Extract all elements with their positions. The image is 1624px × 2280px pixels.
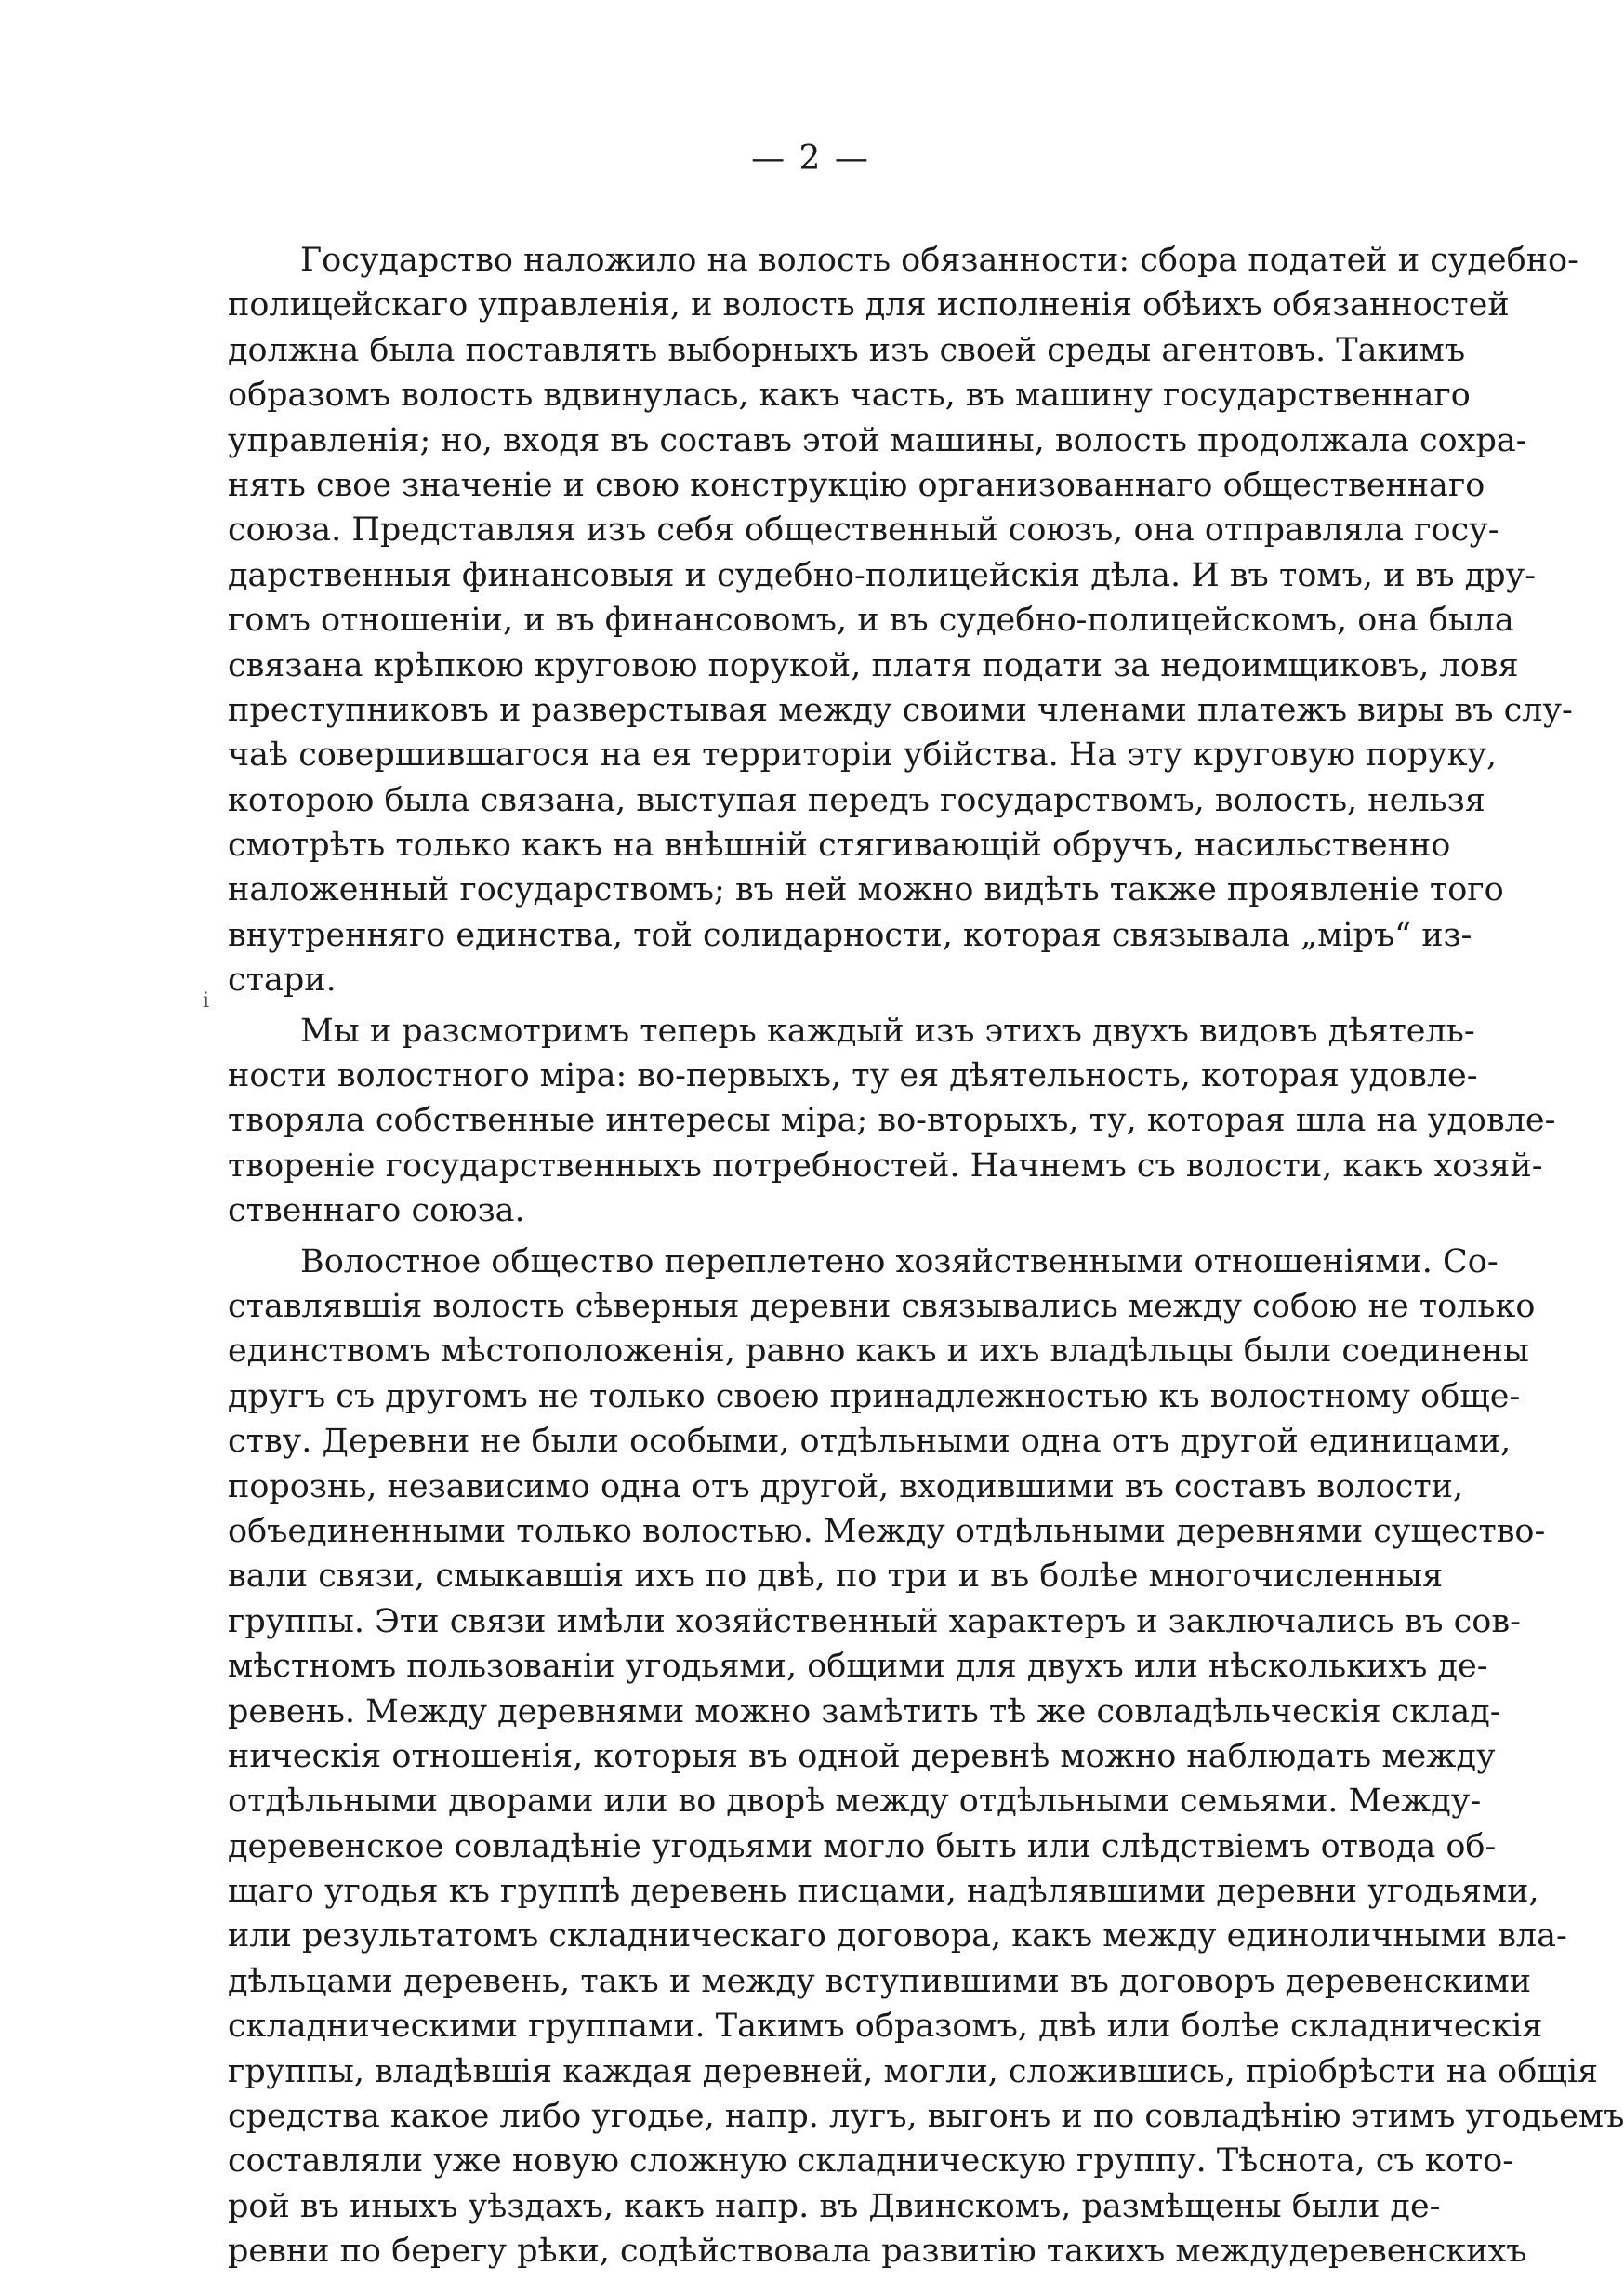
text-line: ственнаго союза. [228,1192,525,1230]
text-line: щаго угодья къ группѣ деревень писцами, надѣлявшими деревни угодьями, [228,1873,1539,1911]
text-line: отдѣльными дворами или во дворѣ между отдѣльными семьями. Между- [228,1783,1482,1821]
text-line: образомъ волость вдвинулась, какъ часть, въ машину государственнаго [228,377,1471,415]
text-line: складническими группами. Такимъ образомъ, двѣ или болѣе складническія [228,2008,1543,2046]
text-line: рой въ иныхъ уѣздахъ, какъ напр. въ Двинскомъ, размѣщены были де- [228,2187,1441,2225]
text-line: вали связи, смыкавшія ихъ по двѣ, по три и въ болѣе многочисленныя [228,1558,1444,1596]
text-line: дарственныя финансовыя и судебно-полицейскія дѣла. И въ томъ, и въ дру- [228,556,1537,594]
text-line: нять свое значеніе и свою конструкцію организованнаго общественнаго [228,466,1485,504]
paragraph [228,1239,1624,2274]
text-line: средства какое либо угодье, напр. лугъ, выгонъ и по совладѣнію этимъ угодьемъ [228,2098,1624,2136]
text-line: должна была поставлять выборныхъ изъ своей среды агентовъ. Такимъ [228,331,1466,369]
text-line: ству. Деревни не были особыми, отдѣльными одна отъ другой единицами, [228,1423,1512,1461]
text-line: наложенный государствомъ; въ ней можно видѣть также проявленіе того [228,871,1504,909]
text-line: ническія отношенія, которыя въ одной деревнѣ можно наблюдать между [228,1737,1496,1775]
text-line: творяла собственные интересы міра; во-вторыхъ, ту, которая шла на удовле- [228,1102,1556,1140]
text-line: дѣльцами деревень, такъ и между вступившими въ договоръ деревенскими [228,1962,1532,2000]
text-line: составляли уже новую сложную складническую группу. Тѣснота, съ кото- [228,2142,1514,2181]
text-line: союза. Представляя изъ себя общественный союзъ, она отправляла госу- [228,511,1499,550]
text-line: внутренняго единства, той солидарности, которая связывала „міръ“ из- [228,916,1472,954]
text-line: Государство наложило на волость обязанности: сбора податей и судебно- [300,242,1578,279]
text-line: твореніе государственныхъ потребностей. Начнемъ съ волости, какъ хозяй- [228,1147,1543,1185]
text-line: другъ съ другомъ не только своею принадлежностью къ волостному обще- [228,1377,1521,1415]
text-line: смотрѣть только какъ на внѣшній стягивающій обручъ, насильственно [228,827,1451,865]
text-line: ревни по берегу рѣки, содѣйствовала развитію такихъ междудеревенскихъ [228,2233,1527,2271]
body-text [228,238,1624,2280]
text-line: чаѣ совершившагося на ея территоріи убійства. На эту круговую поруку, [228,736,1498,775]
text-line: объединенными только волостью. Между отдѣльными деревнями существо- [228,1512,1546,1550]
text-line: Мы и разсмотримъ теперь каждый изъ этихъ двухъ видовъ дѣятель- [300,1012,1475,1050]
paragraph [228,238,1578,1003]
text-line: деревенское совладѣніе угодьями могло быть или слѣдствіемъ отвода об- [228,1827,1497,1865]
paragraph [228,1009,1556,1234]
margin-mark: і [203,989,210,1013]
text-line: или результатомъ складническаго договора, какъ между единоличными вла- [228,1917,1567,1955]
text-line: Волостное общество переплетено хозяйственными отношеніями. Со- [300,1242,1499,1280]
text-line: группы, владѣвшія каждая деревней, могли, сложившись, пріобрѣсти на общія [228,2052,1599,2090]
text-line: группы. Эти связи имѣли хозяйственный характеръ и заключались въ сов- [228,1602,1521,1640]
page-number: — 2 — [751,139,870,178]
text-line: ставлявшія волость сѣверныя деревни связывались между собою не только [228,1287,1536,1325]
text-line: управленія; но, входя въ составъ этой машины, волость продолжала сохра- [228,421,1527,459]
text-line: гомъ отношеніи, и въ финансовомъ, и въ судебно-полицейскомъ, она была [228,602,1514,640]
text-line: связана крѣпкою круговою порукой, платя подати за недоимщиковъ, ловя [228,646,1519,684]
text-line: стари. [228,961,337,1000]
text-line: единствомъ мѣстоположенія, равно какъ и ихъ владѣльцы были соединены [228,1332,1529,1371]
text-line: ности волостного міра: во-первыхъ, ту ея дѣятельность, которая удовле- [228,1057,1478,1095]
text-line: ревень. Между деревнями можно замѣтить тѣ же совладѣльческія склад- [228,1692,1501,1730]
text-line: которою была связана, выступая передъ государствомъ, волость, нельзя [228,781,1485,819]
text-line: полицейскаго управленія, и волость для исполненія обѣихъ обязанностей [228,286,1510,325]
text-line: преступниковъ и разверстывая между своими членами платежъ виры въ слу- [228,691,1573,729]
text-line: порознь, независимо одна отъ другой, входившими въ составъ волости, [228,1467,1464,1505]
text-line: мѣстномъ пользованіи угодьями, общими для двухъ или нѣсколькихъ де- [228,1648,1488,1686]
